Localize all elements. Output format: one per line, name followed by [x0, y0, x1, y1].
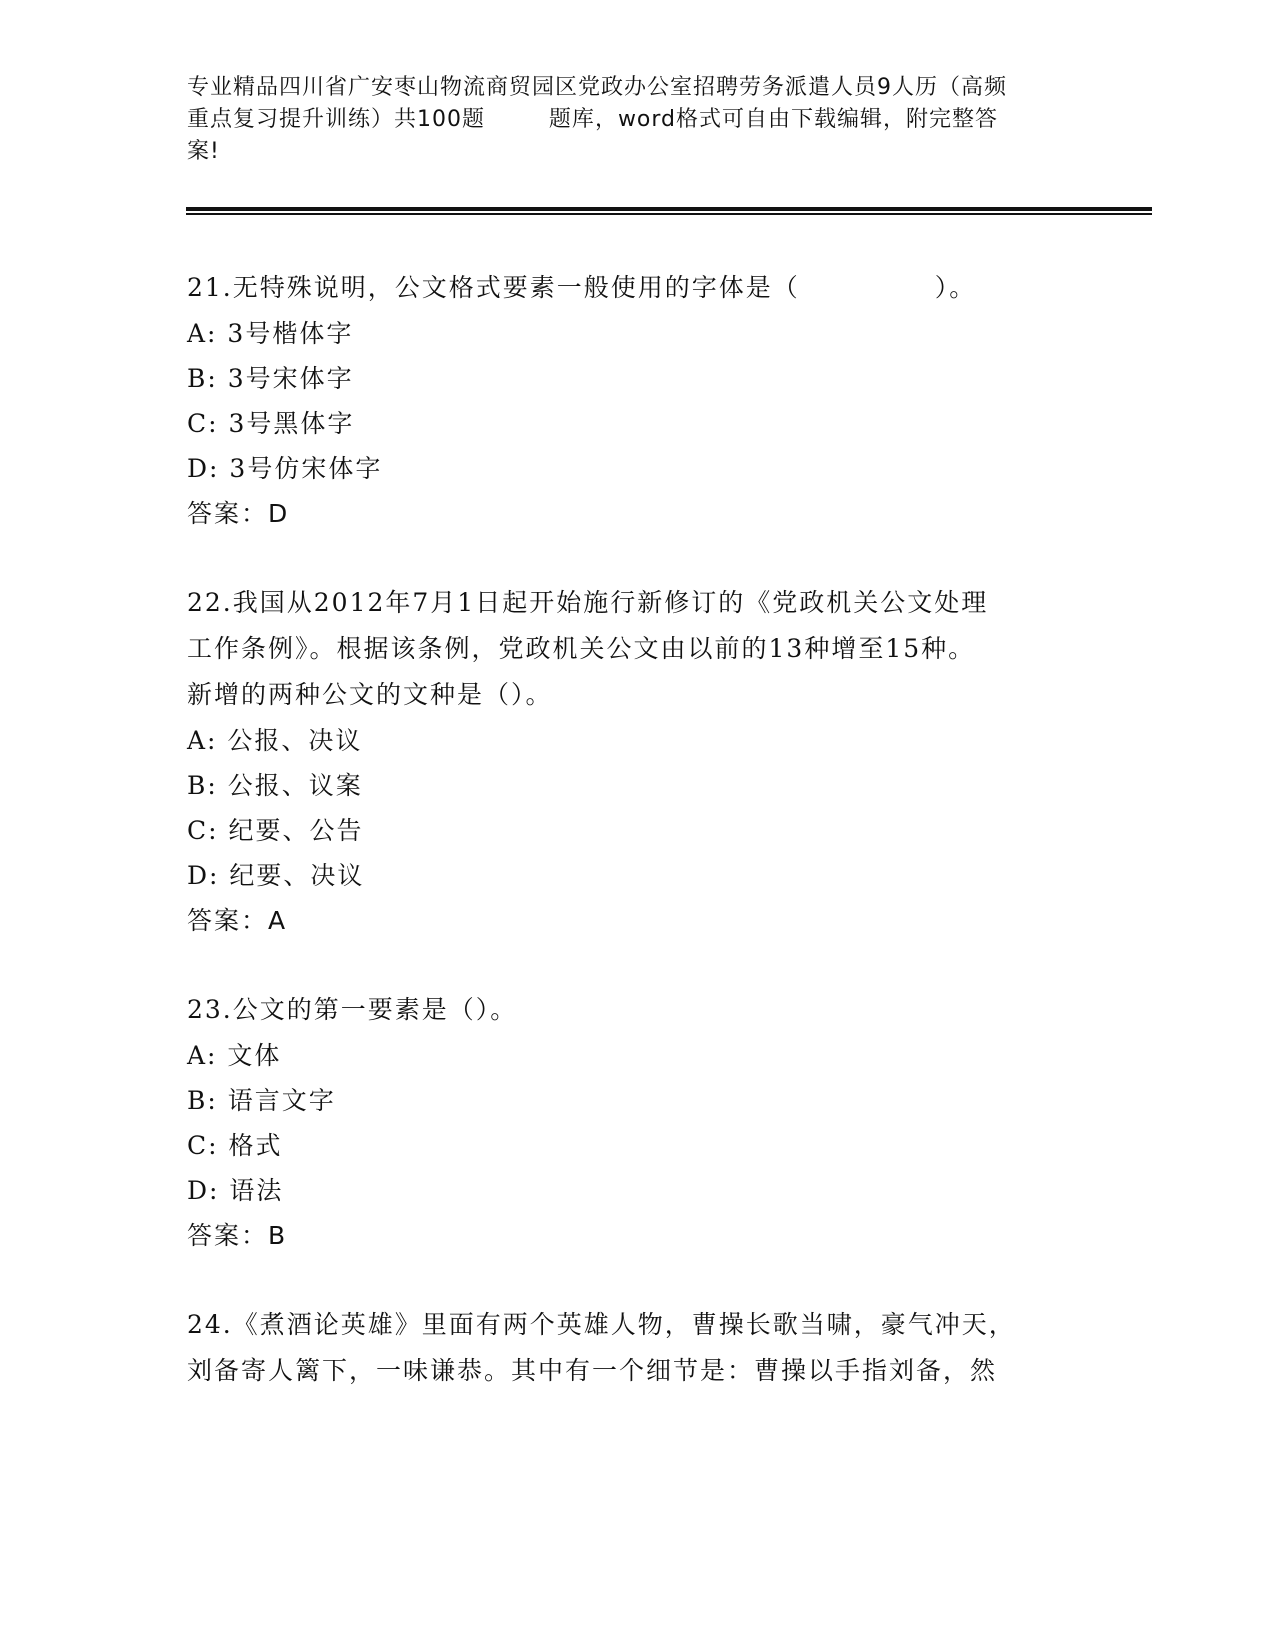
question-line: 21.无特殊说明，公文格式要素一般使用的字体是（ ）。: [187, 273, 977, 302]
spacer: [187, 1258, 1087, 1302]
option-b: B: 语言文字: [187, 1086, 336, 1115]
question-text: [187, 987, 1087, 1033]
header-divider: [186, 207, 1152, 215]
header-line-2: 重点复习提升训练）共100题 题库，word格式可自由下载编辑，附完整答: [187, 107, 999, 132]
option-a: A: 公报、决议: [187, 726, 363, 755]
question-text: [187, 265, 1087, 311]
spacer: [187, 943, 1087, 987]
answer-label: 答案：A: [187, 906, 288, 935]
spacer: [187, 536, 1087, 580]
option-a: A: 文体: [187, 1041, 282, 1070]
question-line: 22.我国从2012年7月1日起开始施行新修订的《党政机关公文处理: [187, 588, 989, 617]
option-c: C: 纪要、公告: [187, 816, 364, 845]
option-d: D: 纪要、决议: [187, 861, 365, 890]
document-header: [187, 72, 1087, 168]
option-c: C: 3号黑体字: [187, 409, 355, 438]
question-line: 23.公文的第一要素是（）。: [187, 995, 518, 1024]
header-line-3: 案!: [187, 139, 220, 164]
question-line: 新增的两种公文的文种是（）。: [187, 680, 553, 709]
question-24: [187, 1302, 1087, 1394]
question-line: 工作条例》。根据该条例，党政机关公文由以前的13种增至15种。: [187, 634, 976, 663]
question-22: [187, 580, 1087, 943]
answer-label: 答案：D: [187, 499, 290, 528]
question-line: 24.《煮酒论英雄》里面有两个英雄人物，曹操长歌当啸，豪气冲天，: [187, 1310, 1016, 1339]
question-23: [187, 987, 1087, 1258]
option-b: B: 3号宋体字: [187, 364, 354, 393]
option-c: C: 格式: [187, 1131, 283, 1160]
option-b: B: 公报、议案: [187, 771, 363, 800]
question-text: [187, 580, 1087, 718]
option-d: D: 3号仿宋体字: [187, 454, 383, 483]
question-line: 刘备寄人篱下，一味谦恭。其中有一个细节是：曹操以手指刘备，然: [187, 1356, 998, 1385]
option-d: D: 语法: [187, 1176, 284, 1205]
question-21: [187, 265, 1087, 536]
question-list: [187, 265, 1087, 1394]
question-text: [187, 1302, 1087, 1394]
header-line-1: 专业精品四川省广安枣山物流商贸园区党政办公室招聘劳务派遣人员9人历（高频: [187, 75, 1007, 100]
option-a: A: 3号楷体字: [187, 319, 354, 348]
answer-label: 答案：B: [187, 1221, 288, 1250]
